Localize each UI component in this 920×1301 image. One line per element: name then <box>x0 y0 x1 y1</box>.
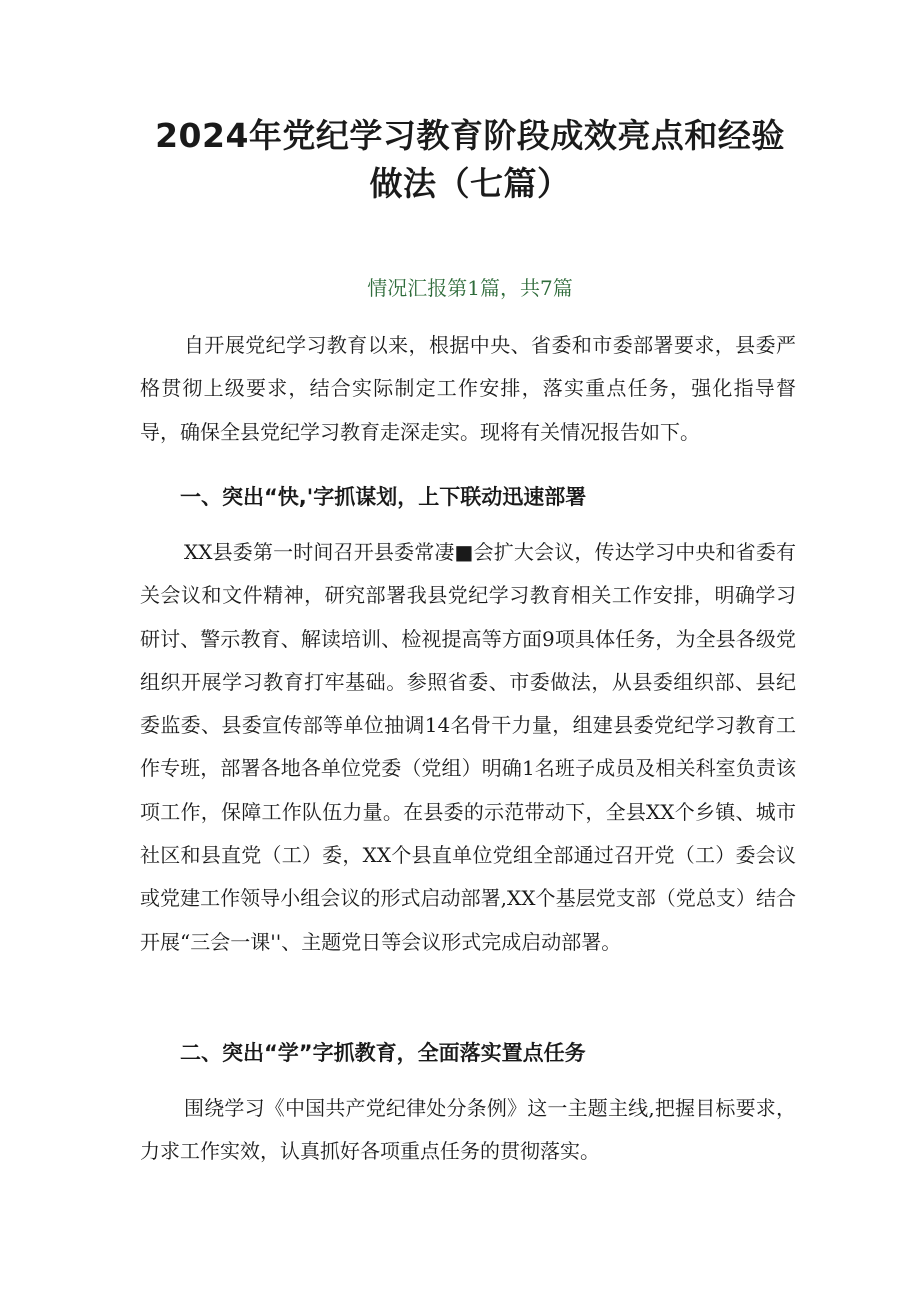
section-heading-2: 二、突出“学”字抓教育，全面落实置点任务 <box>180 1041 586 1065</box>
document-title-line1: 2024年党纪学习教育阶段成效亮点和经验 <box>155 116 785 155</box>
section2-paragraph: 围绕学习《中国共产党纪律处分条例》这一主题主线,把握目标要求，力求工作实效，认真抓好各项重点任务的贯彻落实。 <box>140 1096 796 1164</box>
section-heading-1: 一、突出“快,'字抓谋划，上下联动迅速部署 <box>180 485 587 509</box>
section1-paragraph: XX县委第一时间召开县委常凄■会扩大会议，传达学习中央和省委有关会议和文件精神，研究部署我县党纪学习教育相关工作安排，明确学习研讨、警示教育、解读培训、检视提高等方面9项具体任务，为全县各级党组织开展学习教育打牢基础。参照省委、市委做法，从县委组织部、县纪委监委、县委宣传部等单位抽调14名骨干力量，组建县委党纪学习教育工作专班，部署各地各单位党委（党组）明确1名班子成员及相关科室负责该项工作，保障工作队伍力量。在县委的示范带动下，全县XX个乡镇、城市社区和县直党（工）委，XX个县直单位党组全部通过召开党（工）委会议或党建工作领导小组会议的形式启动部署,XX个基层党支部（党总支）结合开展“三会一课''、主题党日等会议形式完成启动部署。 <box>140 540 796 954</box>
intro-paragraph: 自开展党纪学习教育以来，根据中央、省委和市委部署要求，县委严格贯彻上级要求，结合实际制定工作安排，落实重点任务，强化指导督导，确保全县党纪学习教育走深走实。现将有关情况报告如下。 <box>140 333 796 444</box>
document-subtitle: 情况汇报第1篇，共7篇 <box>367 276 573 300</box>
document-title-line2: 做法（七篇） <box>369 164 571 203</box>
